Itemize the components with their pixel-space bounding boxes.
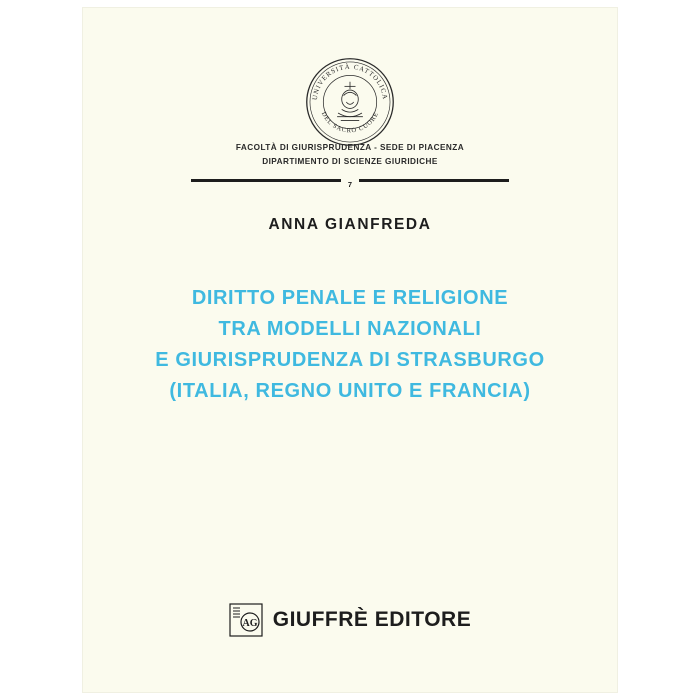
series-number: 7: [347, 180, 353, 189]
book-cover: [83, 8, 617, 692]
series-divider: [83, 176, 617, 189]
university-crest: [83, 56, 617, 148]
university-crest-icon: [304, 56, 396, 148]
divider-left: [191, 179, 341, 182]
faculty-line-1: FACOLTÀ DI GIURISPRUDENZA - SEDE DI PIACENZA: [235, 143, 465, 152]
svg-text:DEL SACRO CUORE: DEL SACRO CUORE: [319, 110, 381, 135]
publisher-logo-icon: [229, 603, 263, 637]
faculty-heading: [83, 141, 617, 169]
svg-text:UNIVERSITÀ CATTOLICA: UNIVERSITÀ CATTOLICA: [311, 63, 389, 101]
svg-text:AG: AG: [242, 618, 258, 629]
publisher-name: GIUFFRÈ EDITORE: [272, 608, 472, 631]
title-line-1: DIRITTO PENALE E RELIGIONE: [191, 287, 509, 309]
title-line-3: E GIURISPRUDENZA DI STRASBURGO: [155, 349, 545, 371]
faculty-line-2: DIPARTIMENTO DI SCIENZE GIURIDICHE: [262, 157, 438, 166]
author-name: ANNA GIANFREDA: [268, 216, 432, 233]
publisher: [83, 603, 617, 637]
title-line-2: TRA MODELLI NAZIONALI: [218, 318, 482, 340]
book-title: [83, 283, 617, 407]
title-line-4: (ITALIA, REGNO UNITO E FRANCIA): [169, 380, 531, 402]
divider-right: [359, 179, 509, 182]
